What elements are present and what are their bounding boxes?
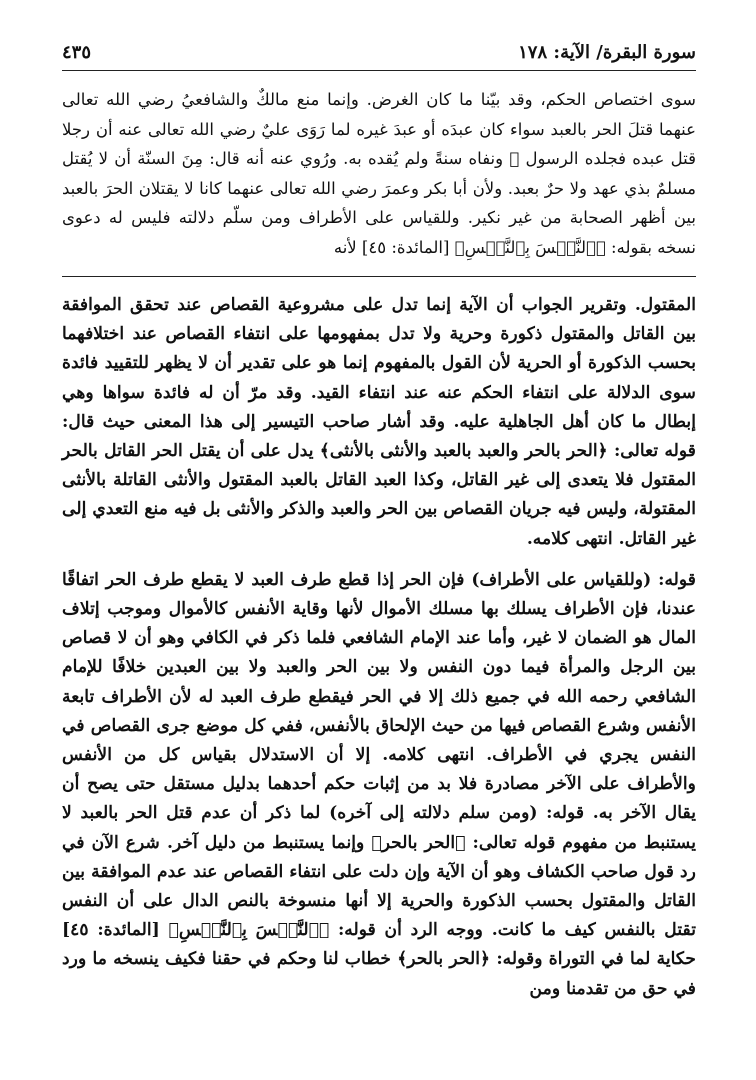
commentary-text	[62, 291, 696, 1004]
section-divider	[62, 276, 696, 277]
page-number: ٤٣٥	[62, 42, 92, 63]
page-header	[62, 40, 696, 71]
commentary-paragraph-1: المقتول. وتقرير الجواب أن الآية إنما تدل على مشروعية القصاص عند تحقق الموافقة بين القاتل والمقتول ذكورة وحرية ولا تدل بمفهومها على انتفاء القصاص عند اختلافهما بحسب الذكورة أو الحرية لأن القول بالمفهوم إنما هو على تقدير أن لا يظهر للتقييد فائدة سوى الدلالة على انتفاء الحكم عنه عند انتفاء القيد. وقد مرّ أن له فائدة سواها وهي إبطال ما كان أهل الجاهلية عليه. وقد أشار صاحب التيسير إلى هذا المعنى حيث قال: قوله تعالى: ﴿الحر بالحر والعبد بالعبد والأنثى بالأنثى﴾ يدل على أن يقتل الحر القاتل بالحر المقتول فلا يتعدى إلى غير القاتل، وكذا العبد القاتل بالعبد المقتول والأنثى القاتلة بالأنثى المقتولة، وليس فيه جريان القصاص بين الحر والعبد والذكر والأنثى بل فيه منع التعدي إلى غير القاتل. انتهى كلامه.	[62, 295, 696, 549]
quoted-base-text: سوى اختصاص الحكم، وقد بيّنا ما كان الغرض. وإنما منع مالكٌ والشافعيُ رضي الله تعالى عنهما قتلَ الحر بالعبد سواء كان عبدَه أو عبدَ غيره لما رَوَى عليٌ رضي الله تعالى عنه أن رجلا قتل عبده فجلده الرسول ﷺ ونفاه سنةً ولم يُقده به. ورُوي عنه أنه قال: مِنَ السنّة أن لا يُقتل مسلمٌ بذي عهد ولا حرٌ بعبد. ولأن أبا بكر وعمرَ رضي الله تعالى عنهما كانا لا يقتلان الحرَ بالعبد بين أظهر الصحابة من غير نكير. وللقياس على الأطراف ومن سلّم دلالته فليس له دعوى نسخه بقوله: ﴿ٱلنَّفۡسَ بِٱلنَّفۡسِ﴾ [المائدة: ٤٥] لأنه	[62, 90, 696, 257]
book-page	[62, 40, 696, 1004]
running-title: سورة البقرة/ الآية: ١٧٨	[518, 42, 696, 63]
commentary-paragraph-2: قوله: (وللقياس على الأطراف) فإن الحر إذا قطع طرف العبد لا يقطع طرف الحر اتفاقًا عندنا، فإن الأطراف يسلك بها مسلك الأموال لأنها وقاية الأنفس كالأموال وموجب إتلاف المال هو الضمان لا غير، وأما عند الإمام الشافعي فلما ذكر في الكافي وهو أن لا قصاص بين الرجل والمرأة فيما دون النفس ولا بين الحر والعبد ولا بين العبدين خلافًا للإمام الشافعي رحمه الله في جميع ذلك إلا في الحر فيقطع طرف العبد له لأن الأطراف تابعة الأنفس وشرع القصاص فيها من حيث الإلحاق بالأنفس، ففي كل موضع جرى القصاص في النفس يجري في الأطراف. انتهى كلامه. إلا أن الاستدلال بقياس كل من الأنفس والأطراف على الآخر مصادرة فلا بد من إثبات حكم أحدهما بدليل مستقل حتى يصح أن يقال الآخر به. قوله: (ومن سلم دلالته إلى آخره) لما ذكر أن عدم قتل الحر بالعبد لا يستنبط من مفهوم قوله تعالى: ﴿الحر بالحر﴾ وإنما يستنبط من دليل آخر. شرع الآن في رد قول صاحب الكشاف وهو أن الآية وإن دلت على انتفاء القصاص عند عدم الموافقة بين القاتل والمقتول بحسب الذكورة والحرية إلا أنها منسوخة بالنص الدال على أن النفس تقتل بالنفس كيف ما كانت. ووجه الرد أن قوله: ﴿ٱلنَّفۡسَ بِٱلنَّفۡسِ﴾ [المائدة: ٤٥] حكاية لما في التوراة وقوله: ﴿الحر بالحر﴾ خطاب لنا وحكم في حقنا فكيف ينسخه ما ورد في حق من تقدمنا ومن	[62, 569, 696, 999]
